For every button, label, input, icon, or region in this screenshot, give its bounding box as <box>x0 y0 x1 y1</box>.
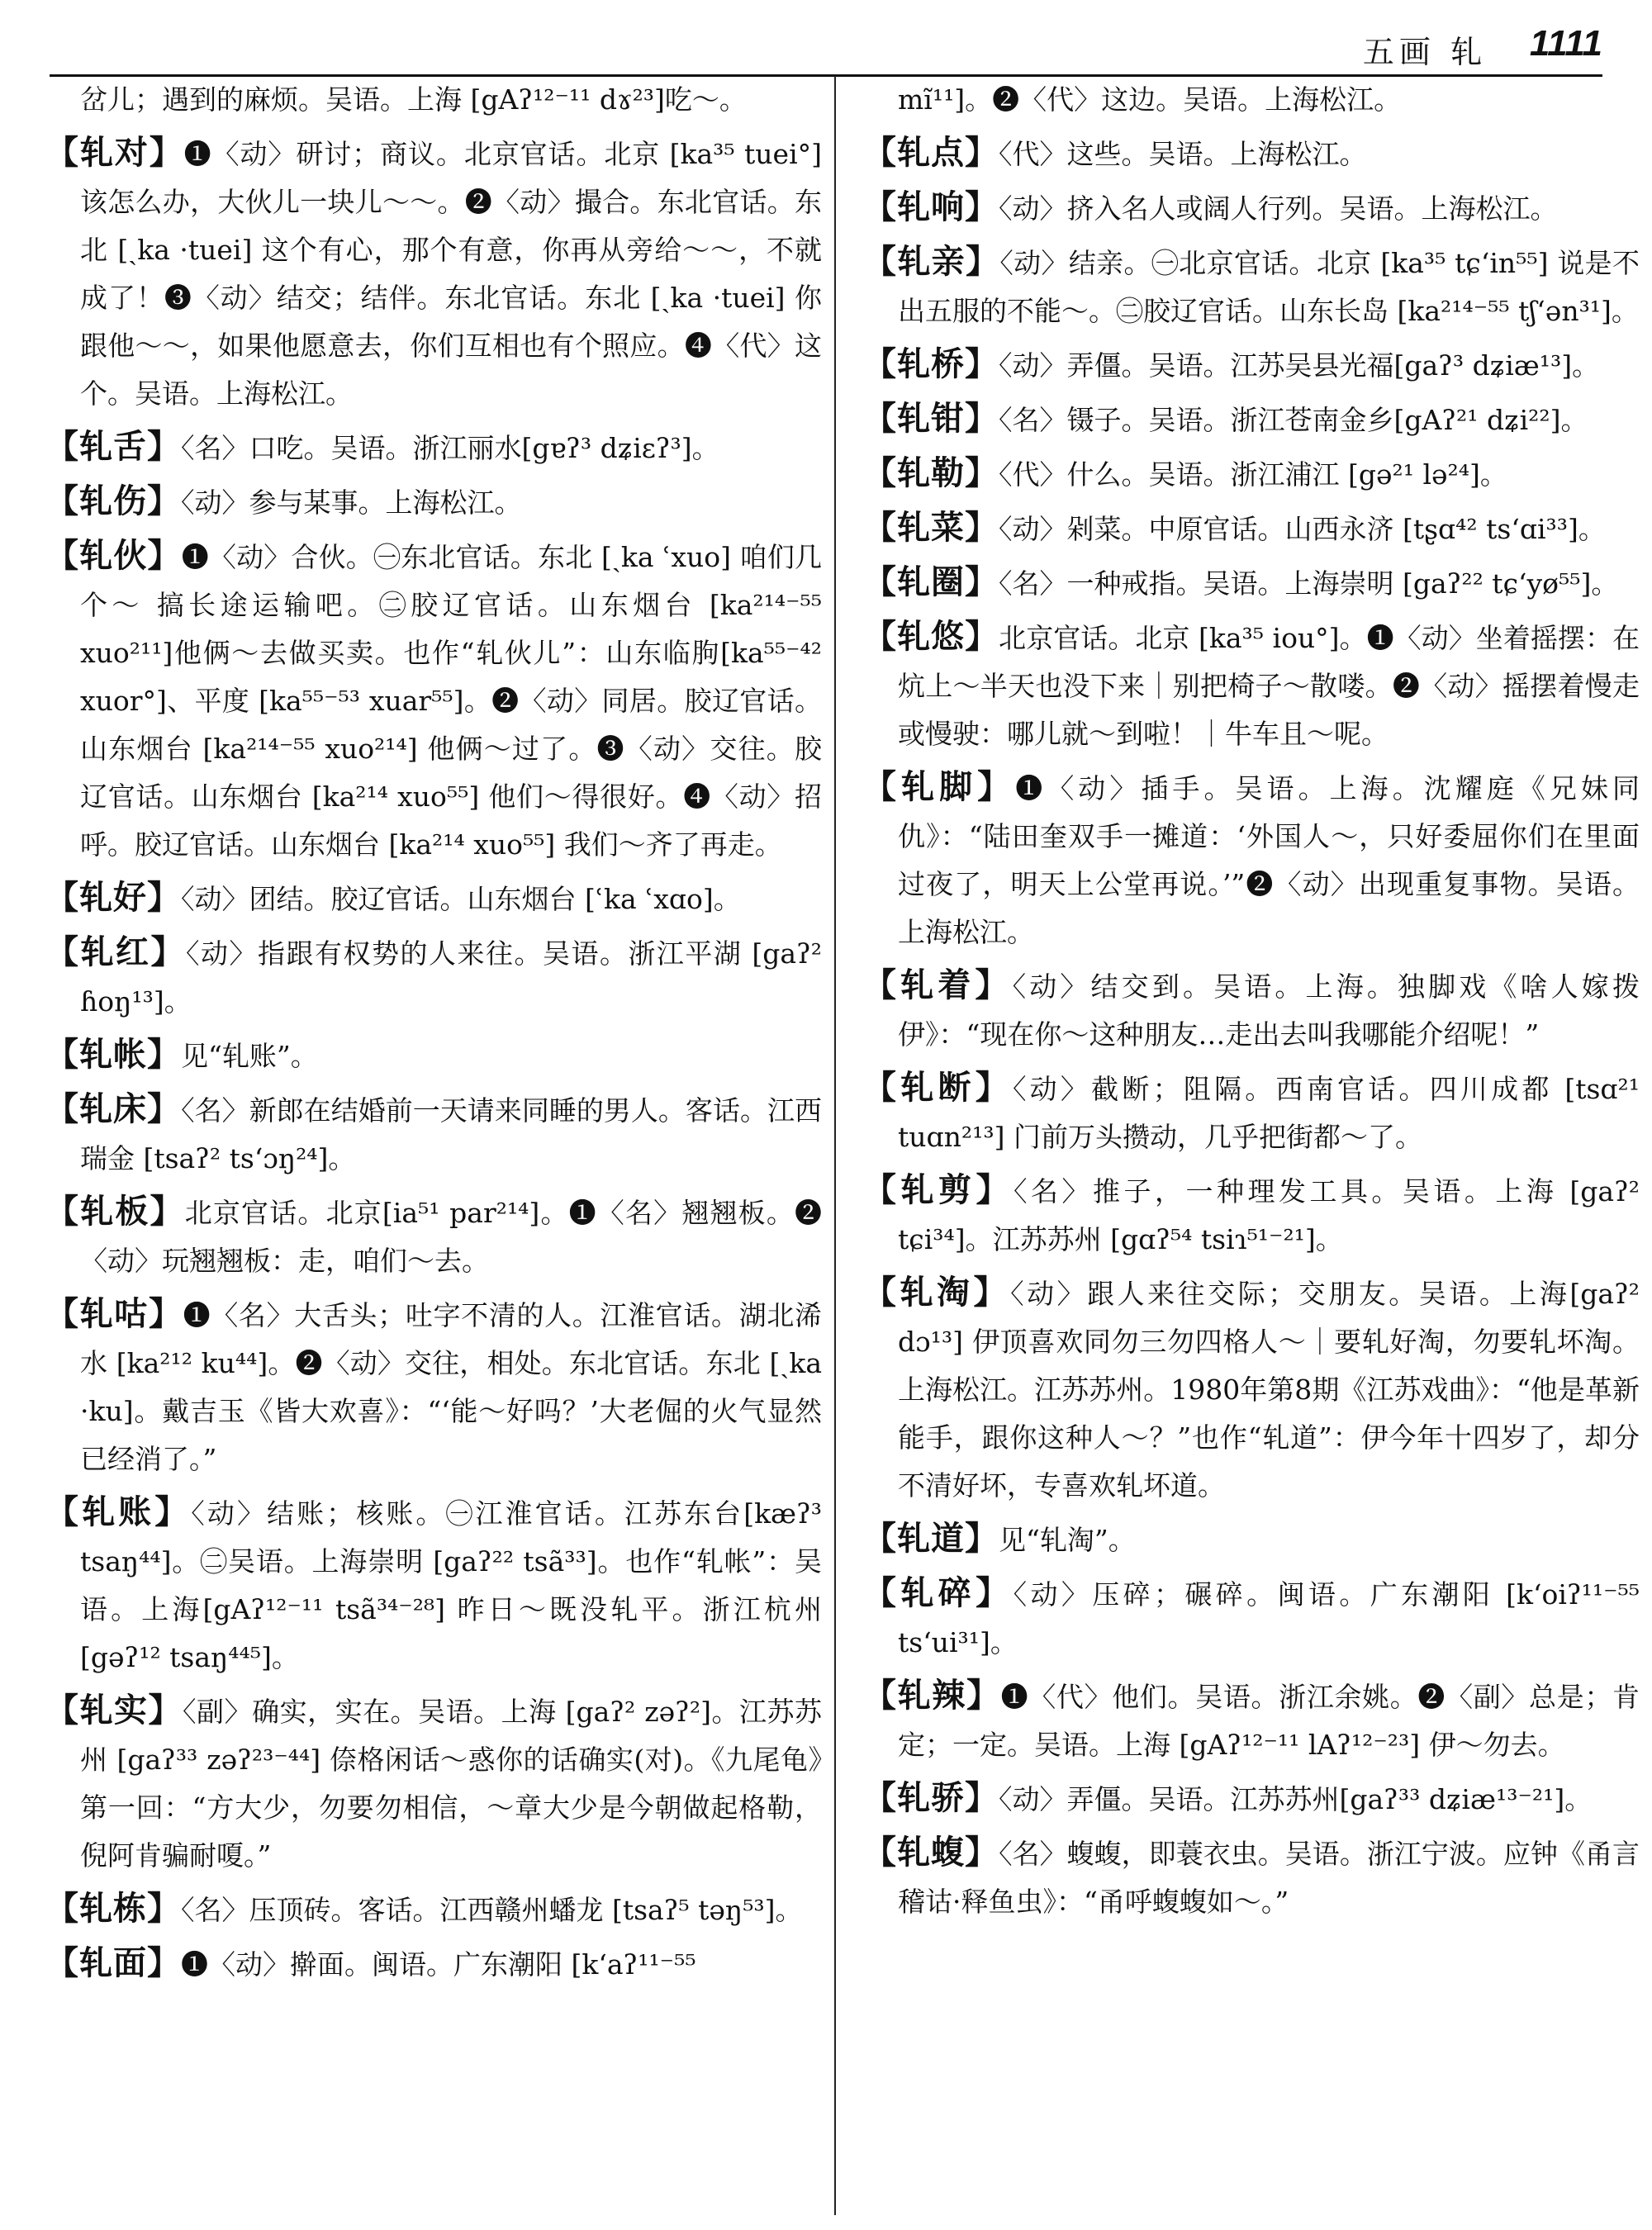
entry-headword: 【轧骄】 <box>863 1778 999 1817</box>
entry-headword: 【轧床】 <box>45 1089 182 1128</box>
entry-text: 〈名〉口吃。吴语。浙江丽水[gɐʔ³ dʑiɛʔ³]。 <box>181 432 719 464</box>
dictionary-entry <box>863 1569 1640 1667</box>
entry-text: 〈动〉跟人来往交际；交朋友。吴语。上海[gaʔ² dɔ¹³] 伊顶喜欢同勿三勿四格人～｜要轧好淘，勿要轧坏淘。上海松江。江苏苏州。1980年第8期《江苏戏曲》：“他是革新能手，跟你这种人～？”也作“轧道”：伊今年十四岁了，却分不清好坏，专喜欢轧坏道。 <box>898 1278 1640 1502</box>
entry-text: 〈动〉团结。胶辽官话。山东烟台 [ʿka ʿxɑo]。 <box>181 883 741 915</box>
entry-text: 〈副〉确实，实在。吴语。上海 [gaʔ² zəʔ²]。江苏苏州 [gaʔ³³ zəʔ²³⁻⁴⁴] 倷格闲话～惑你的话确实(对)。《九尾龟》第一回：“方大少，勿要勿相信，～章大少是今朝做起格勒，倪阿肯骗耐嗄。” <box>80 1696 823 1872</box>
entry-text: 〈动〉弄僵。吴语。江苏吴县光福[gaʔ³ dʑiæ¹³]。 <box>999 349 1600 382</box>
dictionary-entry <box>45 1488 822 1682</box>
entry-text: 岔儿；遇到的麻烦。吴语。上海 [gAʔ¹²⁻¹¹ dɤ²³]吃～。 <box>80 83 747 116</box>
right-column <box>863 76 1640 1931</box>
entry-headword: 【轧断】 <box>863 1068 1013 1107</box>
entry-text: 北京官话。北京[ia⁵¹ par²¹⁴]。❶〈名〉翘翘板。❷〈动〉玩翘翘板：走，咱们～去。 <box>80 1197 823 1277</box>
entry-headword: 【轧点】 <box>863 133 999 172</box>
dictionary-entry <box>863 449 1640 499</box>
entry-text: mĩ¹¹]。❷〈代〉这边。吴语。上海松江。 <box>898 83 1402 116</box>
entry-text: ❶〈名〉大舌头；吐字不清的人。江淮官话。湖北浠水 [ka²¹² ku⁴⁴]。❷〈动〉交往，相处。东北官话。东北 [ˏka ·ku]。戴吉玉《皆大欢喜》：“‘能～好吗？’大老倔的火气显然已经消了。” <box>80 1299 823 1475</box>
entry-headword: 【轧道】 <box>863 1519 999 1558</box>
entry-text: 〈代〉这些。吴语。上海松江。 <box>999 138 1367 170</box>
dictionary-entry <box>45 1939 822 1989</box>
entry-headword: 【轧蝮】 <box>863 1833 999 1872</box>
entry-continuation <box>863 76 1640 124</box>
dictionary-entry <box>45 1085 822 1183</box>
dictionary-entry <box>45 423 822 472</box>
dictionary-entry <box>863 1515 1640 1564</box>
section-title: 五画 轧 <box>1362 34 1487 70</box>
entry-headword: 【轧实】 <box>45 1691 183 1729</box>
dictionary-entry <box>863 1829 1640 1926</box>
entry-headword: 【轧亲】 <box>863 242 1000 281</box>
dictionary-entry <box>45 1290 822 1483</box>
dictionary-entry <box>45 1188 822 1285</box>
dictionary-entry <box>45 928 822 1026</box>
entry-headword: 【轧脚】 <box>863 767 1016 806</box>
dictionary-entry <box>45 129 822 418</box>
entry-text: 〈动〉压碎；碾碎。闽语。广东潮阳 [kʻoiʔ¹¹⁻⁵⁵ tsʻui³¹]。 <box>898 1578 1640 1658</box>
entry-text: 〈动〉指跟有权势的人来往。吴语。浙江平湖 [gaʔ² ɦoŋ¹³]。 <box>80 937 823 1018</box>
entry-text: ❶〈代〉他们。吴语。浙江余姚。❷〈副〉总是；肯定；一定。吴语。上海 [gAʔ¹²⁻¹¹ lAʔ¹²⁻²³] 伊～勿去。 <box>898 1681 1640 1761</box>
dictionary-entry <box>863 613 1640 758</box>
dictionary-entry <box>863 340 1640 390</box>
entry-headword: 【轧勒】 <box>863 453 999 492</box>
dictionary-entry <box>863 961 1640 1059</box>
dictionary-entry <box>45 477 822 527</box>
entry-headword: 【轧着】 <box>863 966 1013 1004</box>
entry-headword: 【轧账】 <box>45 1492 192 1531</box>
entry-text: 〈名〉推子，一种理发工具。吴语。上海 [gaʔ² tɕi³⁴]。江苏苏州 [gɑʔ⁵⁴ tsiɿ⁵¹⁻²¹]。 <box>898 1175 1640 1255</box>
dictionary-entry <box>863 1166 1640 1264</box>
entry-text: 〈动〉结交到。吴语。上海。独脚戏《啥人嫁拨伊》：“现在你～这种朋友…走出去叫我哪能介绍呢！” <box>898 970 1640 1051</box>
entry-text: 〈动〉结亲。㊀北京官话。北京 [ka³⁵ tɕʻin⁵⁵] 说是不出五服的不能～。㊁胶辽官话。山东长岛 [ka²¹⁴⁻⁵⁵ tʃʻən³¹]。 <box>898 247 1640 327</box>
page-header <box>50 17 1602 77</box>
entry-headword: 【轧舌】 <box>45 427 181 466</box>
entry-headword: 【轧伤】 <box>45 482 181 520</box>
entry-text: 〈动〉剁菜。中原官话。山西永济 [tʂɑ⁴² tsʻɑi³³]。 <box>999 513 1606 545</box>
entry-text: 见“轧账”。 <box>181 1040 318 1072</box>
entry-headword: 【轧帐】 <box>45 1035 181 1074</box>
dictionary-entry <box>863 238 1640 335</box>
entry-text: 北京官话。北京 [ka³⁵ iou°]。❶〈动〉坐着摇摆：在炕上～半天也没下来｜别把椅子～散喽。❷〈动〉摇摆着慢走或慢驶：哪儿就～到啦！｜牛车且～呢。 <box>898 622 1640 750</box>
dictionary-entry <box>45 874 822 923</box>
entry-text: ❶〈动〉擀面。闽语。广东潮阳 [kʻaʔ¹¹⁻⁵⁵ <box>181 1948 696 1981</box>
entry-headword: 【轧悠】 <box>863 617 999 656</box>
entry-headword: 【轧剪】 <box>863 1170 1014 1209</box>
dictionary-entry <box>863 183 1640 233</box>
left-column <box>45 76 822 1994</box>
entry-text: 见“轧淘”。 <box>999 1524 1136 1556</box>
dictionary-entry <box>863 1269 1640 1510</box>
dictionary-entry <box>45 1687 822 1880</box>
entry-headword: 【轧辣】 <box>863 1676 1001 1715</box>
entry-headword: 【轧红】 <box>45 932 186 971</box>
entry-text: 〈动〉参与某事。上海松江。 <box>181 486 522 519</box>
dictionary-entry <box>863 395 1640 444</box>
entry-headword: 【轧好】 <box>45 878 181 917</box>
entry-headword: 【轧板】 <box>45 1192 185 1231</box>
entry-text: 〈动〉弄僵。吴语。江苏苏州[gaʔ³³ dʑiæ¹³⁻²¹]。 <box>999 1783 1593 1815</box>
page-number: 1111 <box>1529 23 1602 64</box>
entry-headword: 【轧淘】 <box>863 1273 1011 1312</box>
entry-headword: 【轧桥】 <box>863 344 999 383</box>
entry-text: 〈代〉什么。吴语。浙江浦江 [gə²¹ lə²⁴]。 <box>999 458 1507 491</box>
dictionary-entry <box>863 1774 1640 1824</box>
entry-text: 〈动〉结账；核账。㊀江淮官话。江苏东台[kæʔ³ tsaŋ⁴⁴]。㊁吴语。上海崇明 [gaʔ²² tsã³³]。也作“轧帐”：吴语。上海[gAʔ¹²⁻¹¹ tsã³⁴⁻²⁸] 昨日～既没轧平。浙江杭州 [gəʔ¹² tsaŋ⁴⁴⁵]。 <box>80 1497 823 1673</box>
entry-text: ❶〈动〉研讨；商议。北京官话。北京 [ka³⁵ tuei°] 该怎么办，大伙儿一块儿～～。❷〈动〉撮合。东北官话。东北 [ˏka ·tuei] 这个有心，那个有意，你再从旁给～～，不就成了！❸〈动〉结交；结伴。东北官话。东北 [ˏka ·tuei] 你跟他～～，如果他愿意去，你们互相也有个照应。❹〈代〉这个。吴语。上海松江。 <box>80 138 823 410</box>
entry-headword: 【轧伙】 <box>45 536 182 575</box>
dictionary-entry <box>45 1031 822 1080</box>
entry-text: ❶〈动〉插手。吴语。上海。沈耀庭《兄妹同仇》：“陆田奎双手一摊道：‘外国人～，只好委屈你们在里面过夜了，明天上公堂再说。’”❷〈动〉出现重复事物。吴语。上海松江。 <box>898 772 1640 948</box>
dictionary-entry <box>45 532 822 869</box>
dictionary-entry <box>863 1064 1640 1161</box>
column-divider <box>834 76 836 2215</box>
entry-headword: 【轧栋】 <box>45 1889 181 1928</box>
entry-headword: 【轧菜】 <box>863 508 999 547</box>
entry-text: 〈名〉一种戒指。吴语。上海崇明 [gaʔ²² tɕʻyø⁵⁵]。 <box>999 567 1619 600</box>
entry-text: 〈名〉镊子。吴语。浙江苍南金乡[gAʔ²¹ dʑi²²]。 <box>999 404 1588 436</box>
entry-headword: 【轧钳】 <box>863 399 999 438</box>
entry-text: 〈名〉新郎在结婚前一天请来同睡的男人。客话。江西瑞金 [tsaʔ² tsʻɔŋ²⁴]。 <box>80 1094 823 1174</box>
entry-text: 〈动〉挤入名人或阔人行列。吴语。上海松江。 <box>999 192 1558 225</box>
entry-headword: 【轧面】 <box>45 1943 181 1982</box>
dictionary-entry <box>45 1885 822 1934</box>
entry-headword: 【轧对】 <box>45 133 184 172</box>
entry-headword: 【轧圈】 <box>863 562 999 601</box>
dictionary-entry <box>863 558 1640 608</box>
dictionary-entry <box>863 129 1640 178</box>
entry-text: 〈动〉截断；阻隔。西南官话。四川成都 [tsɑ²¹ tuɑn²¹³] 门前万头攒动，几乎把街都～了。 <box>898 1073 1640 1153</box>
entry-continuation <box>45 76 822 124</box>
entry-text: ❶〈动〉合伙。㊀东北官话。东北 [ˏka ʿxuo] 咱们几个～ 搞长途运输吧。㊁胶辽官话。山东烟台 [ka²¹⁴⁻⁵⁵ xuo²¹¹]他俩～去做买卖。也作“轧伙儿”：山东临朐[ka⁵⁵⁻⁴² xuor°]、平度 [ka⁵⁵⁻⁵³ xuar⁵⁵]。❷〈动〉同居。胶辽官话。山东烟台 [ka²¹⁴⁻⁵⁵ xuo²¹⁴] 他俩～过了。❸〈动〉交往。胶辽官话。山东烟台 [ka²¹⁴ xuo⁵⁵] 他们～得很好。❹〈动〉招呼。胶辽官话。山东烟台 [ka²¹⁴ xuo⁵⁵] 我们～齐了再走。 <box>80 541 823 861</box>
entry-text: 〈名〉压顶砖。客话。江西赣州蟠龙 [tsaʔ⁵ təŋ⁵³]。 <box>181 1894 803 1926</box>
dictionary-entry <box>863 763 1640 956</box>
entry-text: 〈名〉蝮蝮，即蓑衣虫。吴语。浙江宁波。应钟《甬言稽诂·释鱼虫》：“甬呼蝮蝮如～。” <box>898 1838 1640 1918</box>
entry-headword: 【轧咕】 <box>45 1294 183 1333</box>
dictionary-entry <box>863 504 1640 553</box>
entry-headword: 【轧碎】 <box>863 1573 1014 1612</box>
entry-headword: 【轧响】 <box>863 187 999 226</box>
dictionary-entry <box>863 1672 1640 1769</box>
